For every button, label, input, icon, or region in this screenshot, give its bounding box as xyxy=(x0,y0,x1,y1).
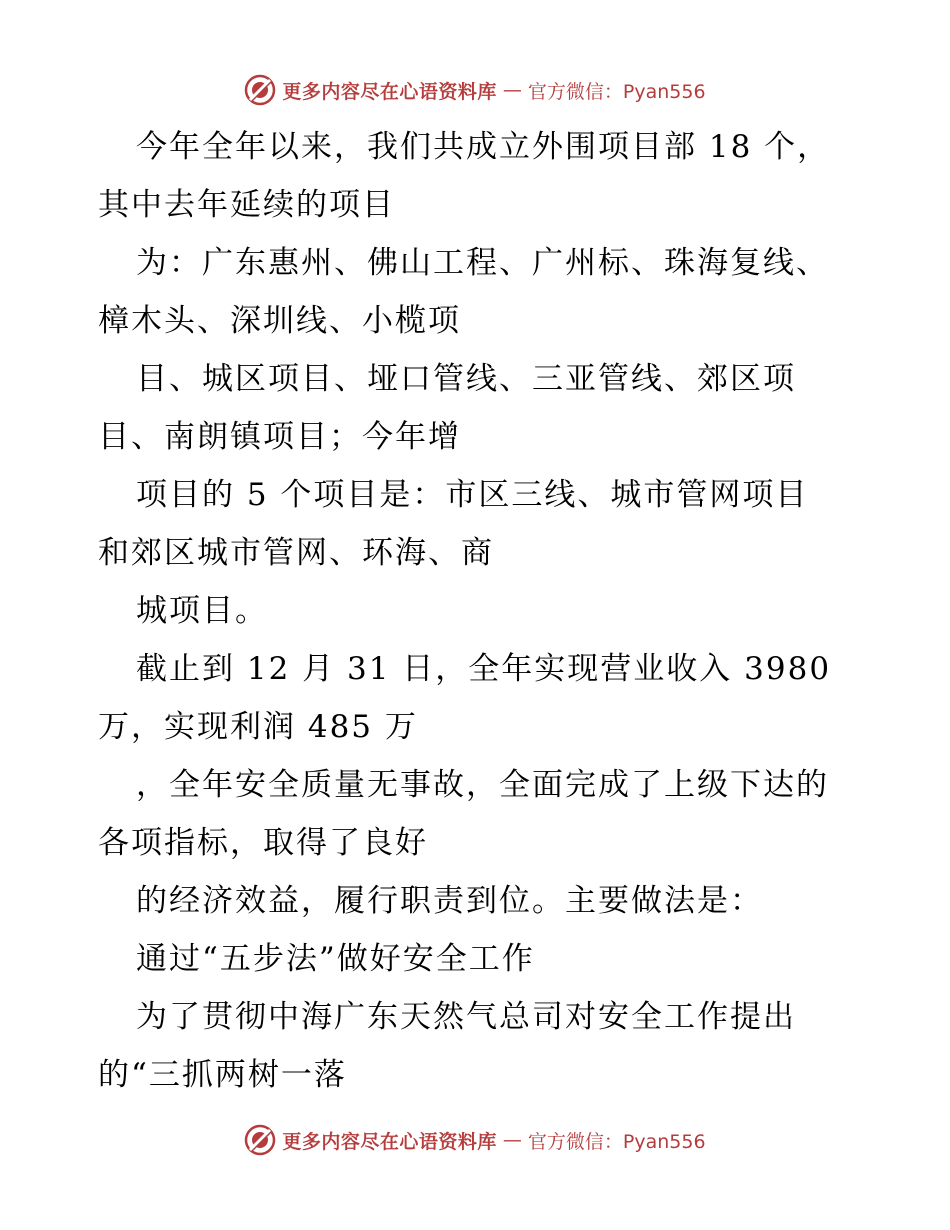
body-line: 目、南朗镇项目；今年增 xyxy=(98,419,461,455)
body-line: 城项目。 xyxy=(136,593,268,629)
header-banner-text: 更多内容尽在心语资料库 xyxy=(282,80,497,103)
section-heading: 通过“五步法”做好安全工作 xyxy=(136,941,535,977)
footer-banner-wechat: 官方微信：Pyan556 xyxy=(527,1130,706,1153)
body-line: 各项指标，取得了良好 xyxy=(98,825,428,861)
footer-banner-text: 更多内容尽在心语资料库 xyxy=(282,1130,497,1153)
body-line: 项目的 5 个项目是：市区三线、城市管网项目 xyxy=(136,477,809,513)
body-line: 的“三抓两树一落 xyxy=(98,1057,347,1093)
body-line: 今年全年以来，我们共成立外围项目部 18 个， xyxy=(136,129,831,165)
header-banner xyxy=(0,70,950,110)
body-line: 为：广东惠州、佛山工程、广州标、珠海复线、 xyxy=(136,245,829,281)
footer-banner-dash: — xyxy=(502,1129,522,1151)
body-line: 截止到 12 月 31 日，全年实现营业收入 3980 xyxy=(136,651,832,687)
header-banner-wechat: 官方微信：Pyan556 xyxy=(527,80,706,103)
body-line: 樟木头、深圳线、小榄项 xyxy=(98,303,461,339)
header-banner-dash: — xyxy=(502,79,522,101)
document-body xyxy=(98,118,878,1104)
brand-logo-icon xyxy=(244,74,276,106)
brand-logo-icon xyxy=(244,1124,276,1156)
footer-banner xyxy=(0,1120,950,1160)
body-line: 目、城区项目、垭口管线、三亚管线、郊区项 xyxy=(136,361,796,397)
body-line: 和郊区城市管网、环海、商 xyxy=(98,535,494,571)
body-line: 为了贯彻中海广东天然气总司对安全工作提出 xyxy=(136,999,796,1035)
body-line: 万，实现利润 485 万 xyxy=(98,709,418,745)
body-line: 的经济效益，履行职责到位。主要做法是： xyxy=(136,883,763,919)
body-line: 其中去年延续的项目 xyxy=(98,187,395,223)
body-line: ，全年安全质量无事故，全面完成了上级下达的 xyxy=(136,767,829,803)
